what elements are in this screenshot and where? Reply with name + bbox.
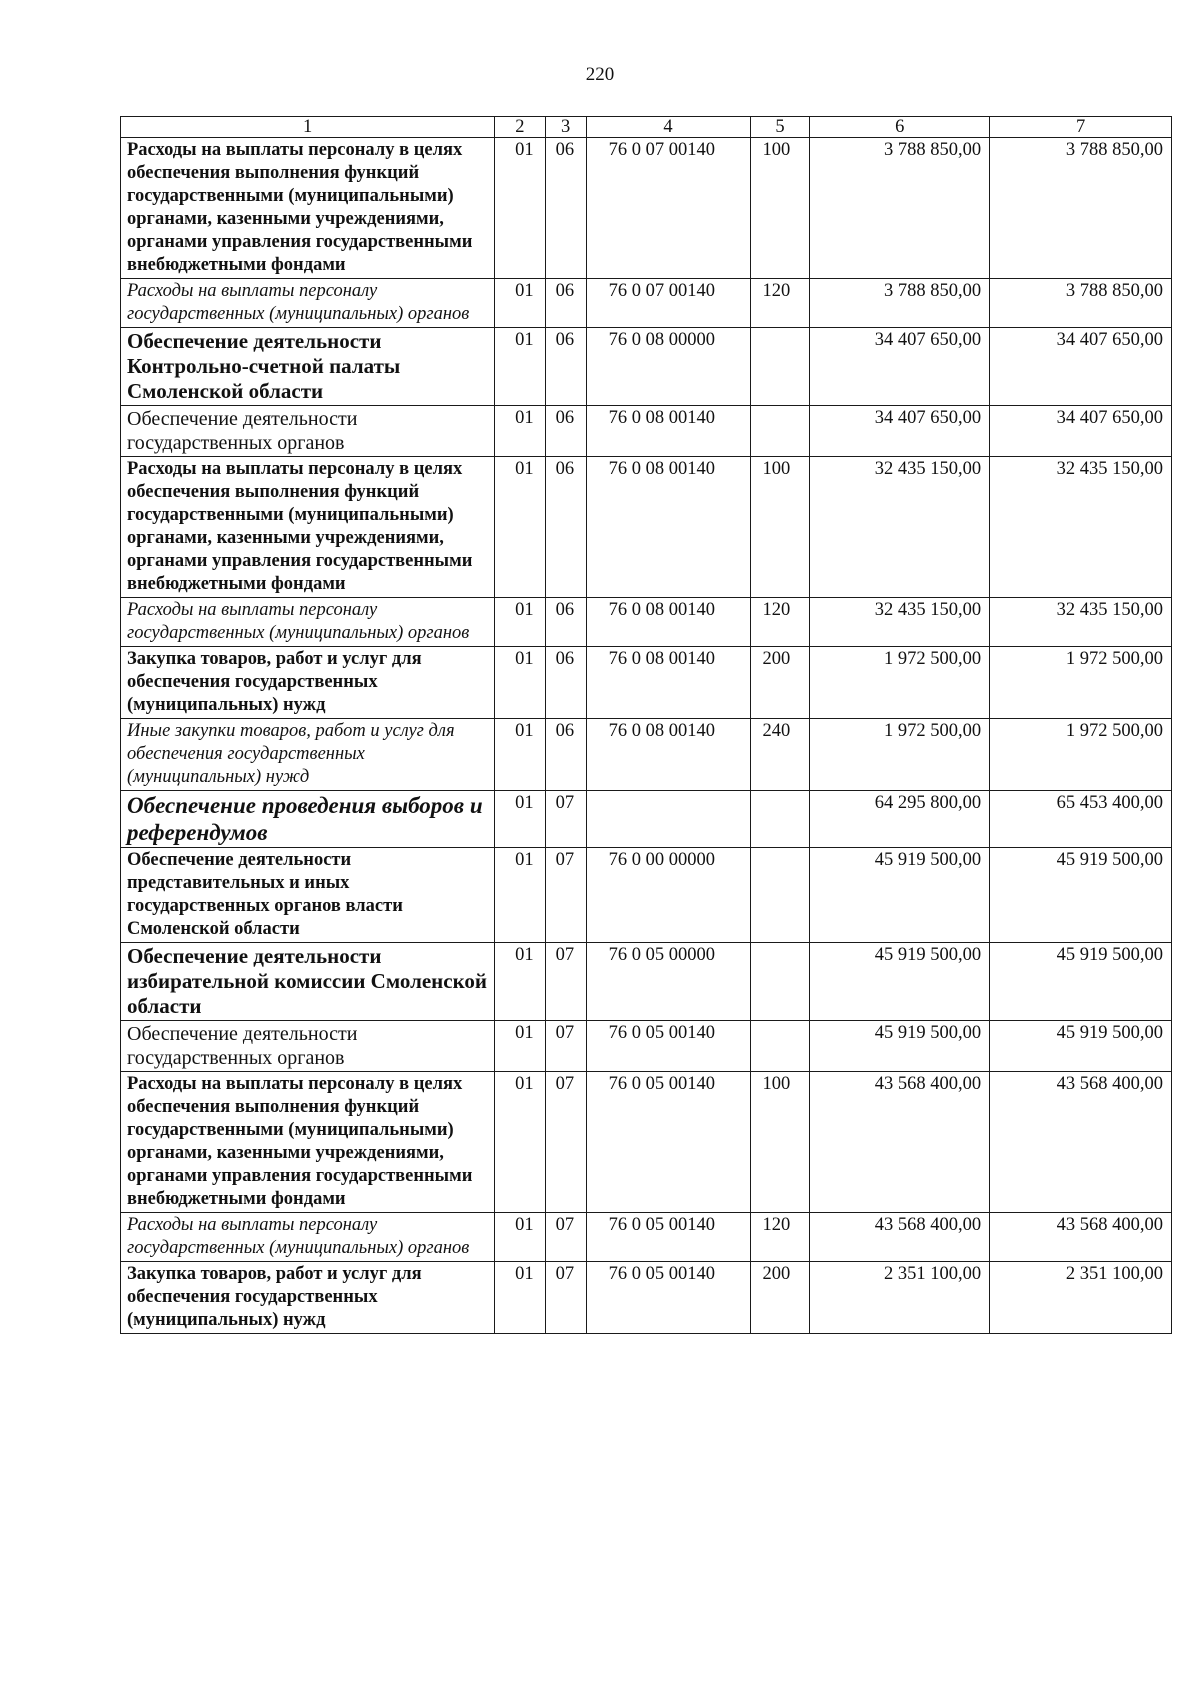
target-article-code: 76 0 08 00140 [586, 406, 750, 457]
section-code: 01 [495, 279, 545, 328]
amount-year-2: 45 919 500,00 [990, 848, 1172, 943]
section-code: 01 [495, 1213, 545, 1262]
target-article-code: 76 0 08 00000 [586, 328, 750, 406]
subsection-code: 06 [545, 719, 586, 791]
subsection-code: 06 [545, 279, 586, 328]
amount-year-1: 45 919 500,00 [810, 1021, 990, 1072]
section-code: 01 [495, 1262, 545, 1334]
column-header-3: 3 [545, 117, 586, 138]
amount-year-1: 43 568 400,00 [810, 1213, 990, 1262]
section-code: 01 [495, 1072, 545, 1213]
table-row [121, 943, 1172, 1021]
target-article-code: 76 0 05 00140 [586, 1262, 750, 1334]
expense-type-code: 120 [750, 1213, 810, 1262]
section-code: 01 [495, 598, 545, 647]
section-code: 01 [495, 719, 545, 791]
amount-year-2: 1 972 500,00 [990, 719, 1172, 791]
row-name: Обеспечение деятельности представительных и иных государственных органов власти Смоленской области [121, 848, 495, 943]
column-header-7: 7 [990, 117, 1172, 138]
subsection-code: 07 [545, 848, 586, 943]
row-name: Закупка товаров, работ и услуг для обеспечения государственных (муниципальных) нужд [121, 1262, 495, 1334]
table-row [121, 719, 1172, 791]
section-code: 01 [495, 406, 545, 457]
subsection-code: 07 [545, 1262, 586, 1334]
table-row [121, 406, 1172, 457]
amount-year-1: 45 919 500,00 [810, 943, 990, 1021]
amount-year-1: 3 788 850,00 [810, 138, 990, 279]
subsection-code: 07 [545, 791, 586, 848]
expense-type-code: 100 [750, 457, 810, 598]
target-article-code: 76 0 08 00140 [586, 598, 750, 647]
amount-year-2: 32 435 150,00 [990, 457, 1172, 598]
table-row [121, 1213, 1172, 1262]
table-row [121, 647, 1172, 719]
row-name: Расходы на выплаты персоналу государственных (муниципальных) органов [121, 1213, 495, 1262]
row-name: Закупка товаров, работ и услуг для обеспечения государственных (муниципальных) нужд [121, 647, 495, 719]
amount-year-2: 65 453 400,00 [990, 791, 1172, 848]
expense-type-code: 120 [750, 279, 810, 328]
amount-year-1: 43 568 400,00 [810, 1072, 990, 1213]
section-code: 01 [495, 328, 545, 406]
row-name: Обеспечение деятельности Контрольно-счетной палаты Смоленской области [121, 328, 495, 406]
row-name: Обеспечение деятельности государственных органов [121, 1021, 495, 1072]
target-article-code: 76 0 05 00000 [586, 943, 750, 1021]
target-article-code: 76 0 05 00140 [586, 1072, 750, 1213]
subsection-code: 07 [545, 1213, 586, 1262]
expense-type-code: 120 [750, 598, 810, 647]
expense-type-code: 200 [750, 1262, 810, 1334]
amount-year-2: 34 407 650,00 [990, 328, 1172, 406]
expense-type-code [750, 943, 810, 1021]
target-article-code: 76 0 07 00140 [586, 138, 750, 279]
amount-year-1: 1 972 500,00 [810, 647, 990, 719]
row-name: Расходы на выплаты персоналу государственных (муниципальных) органов [121, 279, 495, 328]
column-header-1: 1 [121, 117, 495, 138]
expense-type-code [750, 1021, 810, 1072]
column-header-4: 4 [586, 117, 750, 138]
expense-type-code: 100 [750, 1072, 810, 1213]
column-header-6: 6 [810, 117, 990, 138]
subsection-code: 07 [545, 1072, 586, 1213]
amount-year-1: 45 919 500,00 [810, 848, 990, 943]
budget-table [120, 116, 1172, 1334]
row-name: Расходы на выплаты персоналу в целях обеспечения выполнения функций государственными (муниципальными) органами, казенными учреждениями, органами управления государственными внебюджетными фондами [121, 1072, 495, 1213]
expense-type-code [750, 791, 810, 848]
amount-year-1: 64 295 800,00 [810, 791, 990, 848]
amount-year-2: 45 919 500,00 [990, 943, 1172, 1021]
amount-year-2: 1 972 500,00 [990, 647, 1172, 719]
table-row [121, 848, 1172, 943]
table-row [121, 791, 1172, 848]
amount-year-2: 32 435 150,00 [990, 598, 1172, 647]
amount-year-2: 34 407 650,00 [990, 406, 1172, 457]
column-header-5: 5 [750, 117, 810, 138]
amount-year-2: 3 788 850,00 [990, 279, 1172, 328]
amount-year-2: 43 568 400,00 [990, 1072, 1172, 1213]
amount-year-1: 32 435 150,00 [810, 457, 990, 598]
target-article-code: 76 0 08 00140 [586, 457, 750, 598]
row-name: Расходы на выплаты персоналу государственных (муниципальных) органов [121, 598, 495, 647]
amount-year-2: 43 568 400,00 [990, 1213, 1172, 1262]
subsection-code: 06 [545, 406, 586, 457]
subsection-code: 07 [545, 943, 586, 1021]
table-row [121, 328, 1172, 406]
subsection-code: 07 [545, 1021, 586, 1072]
table-header [121, 117, 1172, 138]
amount-year-1: 2 351 100,00 [810, 1262, 990, 1334]
table-row [121, 1072, 1172, 1213]
expense-type-code: 240 [750, 719, 810, 791]
amount-year-1: 34 407 650,00 [810, 406, 990, 457]
expense-type-code: 100 [750, 138, 810, 279]
table-row [121, 457, 1172, 598]
column-header-2: 2 [495, 117, 545, 138]
row-name: Расходы на выплаты персоналу в целях обеспечения выполнения функций государственными (муниципальными) органами, казенными учреждениями, органами управления государственными внебюджетными фондами [121, 138, 495, 279]
amount-year-1: 3 788 850,00 [810, 279, 990, 328]
section-code: 01 [495, 647, 545, 719]
subsection-code: 06 [545, 598, 586, 647]
amount-year-1: 1 972 500,00 [810, 719, 990, 791]
table-row [121, 598, 1172, 647]
row-name: Обеспечение деятельности избирательной комиссии Смоленской области [121, 943, 495, 1021]
amount-year-2: 2 351 100,00 [990, 1262, 1172, 1334]
table-row [121, 1262, 1172, 1334]
expense-type-code [750, 406, 810, 457]
section-code: 01 [495, 138, 545, 279]
section-code: 01 [495, 791, 545, 848]
section-code: 01 [495, 457, 545, 598]
subsection-code: 06 [545, 457, 586, 598]
header-row [121, 117, 1172, 138]
target-article-code [586, 791, 750, 848]
row-name: Обеспечение проведения выборов и референдумов [121, 791, 495, 848]
amount-year-1: 32 435 150,00 [810, 598, 990, 647]
amount-year-2: 45 919 500,00 [990, 1021, 1172, 1072]
target-article-code: 76 0 05 00140 [586, 1021, 750, 1072]
section-code: 01 [495, 848, 545, 943]
target-article-code: 76 0 08 00140 [586, 647, 750, 719]
table-row [121, 138, 1172, 279]
expense-type-code [750, 848, 810, 943]
subsection-code: 06 [545, 328, 586, 406]
target-article-code: 76 0 07 00140 [586, 279, 750, 328]
table-body [121, 138, 1172, 1334]
table-row [121, 1021, 1172, 1072]
section-code: 01 [495, 943, 545, 1021]
subsection-code: 06 [545, 138, 586, 279]
expense-type-code: 200 [750, 647, 810, 719]
target-article-code: 76 0 08 00140 [586, 719, 750, 791]
row-name: Иные закупки товаров, работ и услуг для обеспечения государственных (муниципальных) нужд [121, 719, 495, 791]
page-number: 220 [585, 64, 615, 85]
row-name: Расходы на выплаты персоналу в целях обеспечения выполнения функций государственными (муниципальными) органами, казенными учреждениями, органами управления государственными внебюджетными фондами [121, 457, 495, 598]
row-name: Обеспечение деятельности государственных органов [121, 406, 495, 457]
section-code: 01 [495, 1021, 545, 1072]
table-row [121, 279, 1172, 328]
target-article-code: 76 0 00 00000 [586, 848, 750, 943]
expense-type-code [750, 328, 810, 406]
target-article-code: 76 0 05 00140 [586, 1213, 750, 1262]
subsection-code: 06 [545, 647, 586, 719]
amount-year-1: 34 407 650,00 [810, 328, 990, 406]
amount-year-2: 3 788 850,00 [990, 138, 1172, 279]
